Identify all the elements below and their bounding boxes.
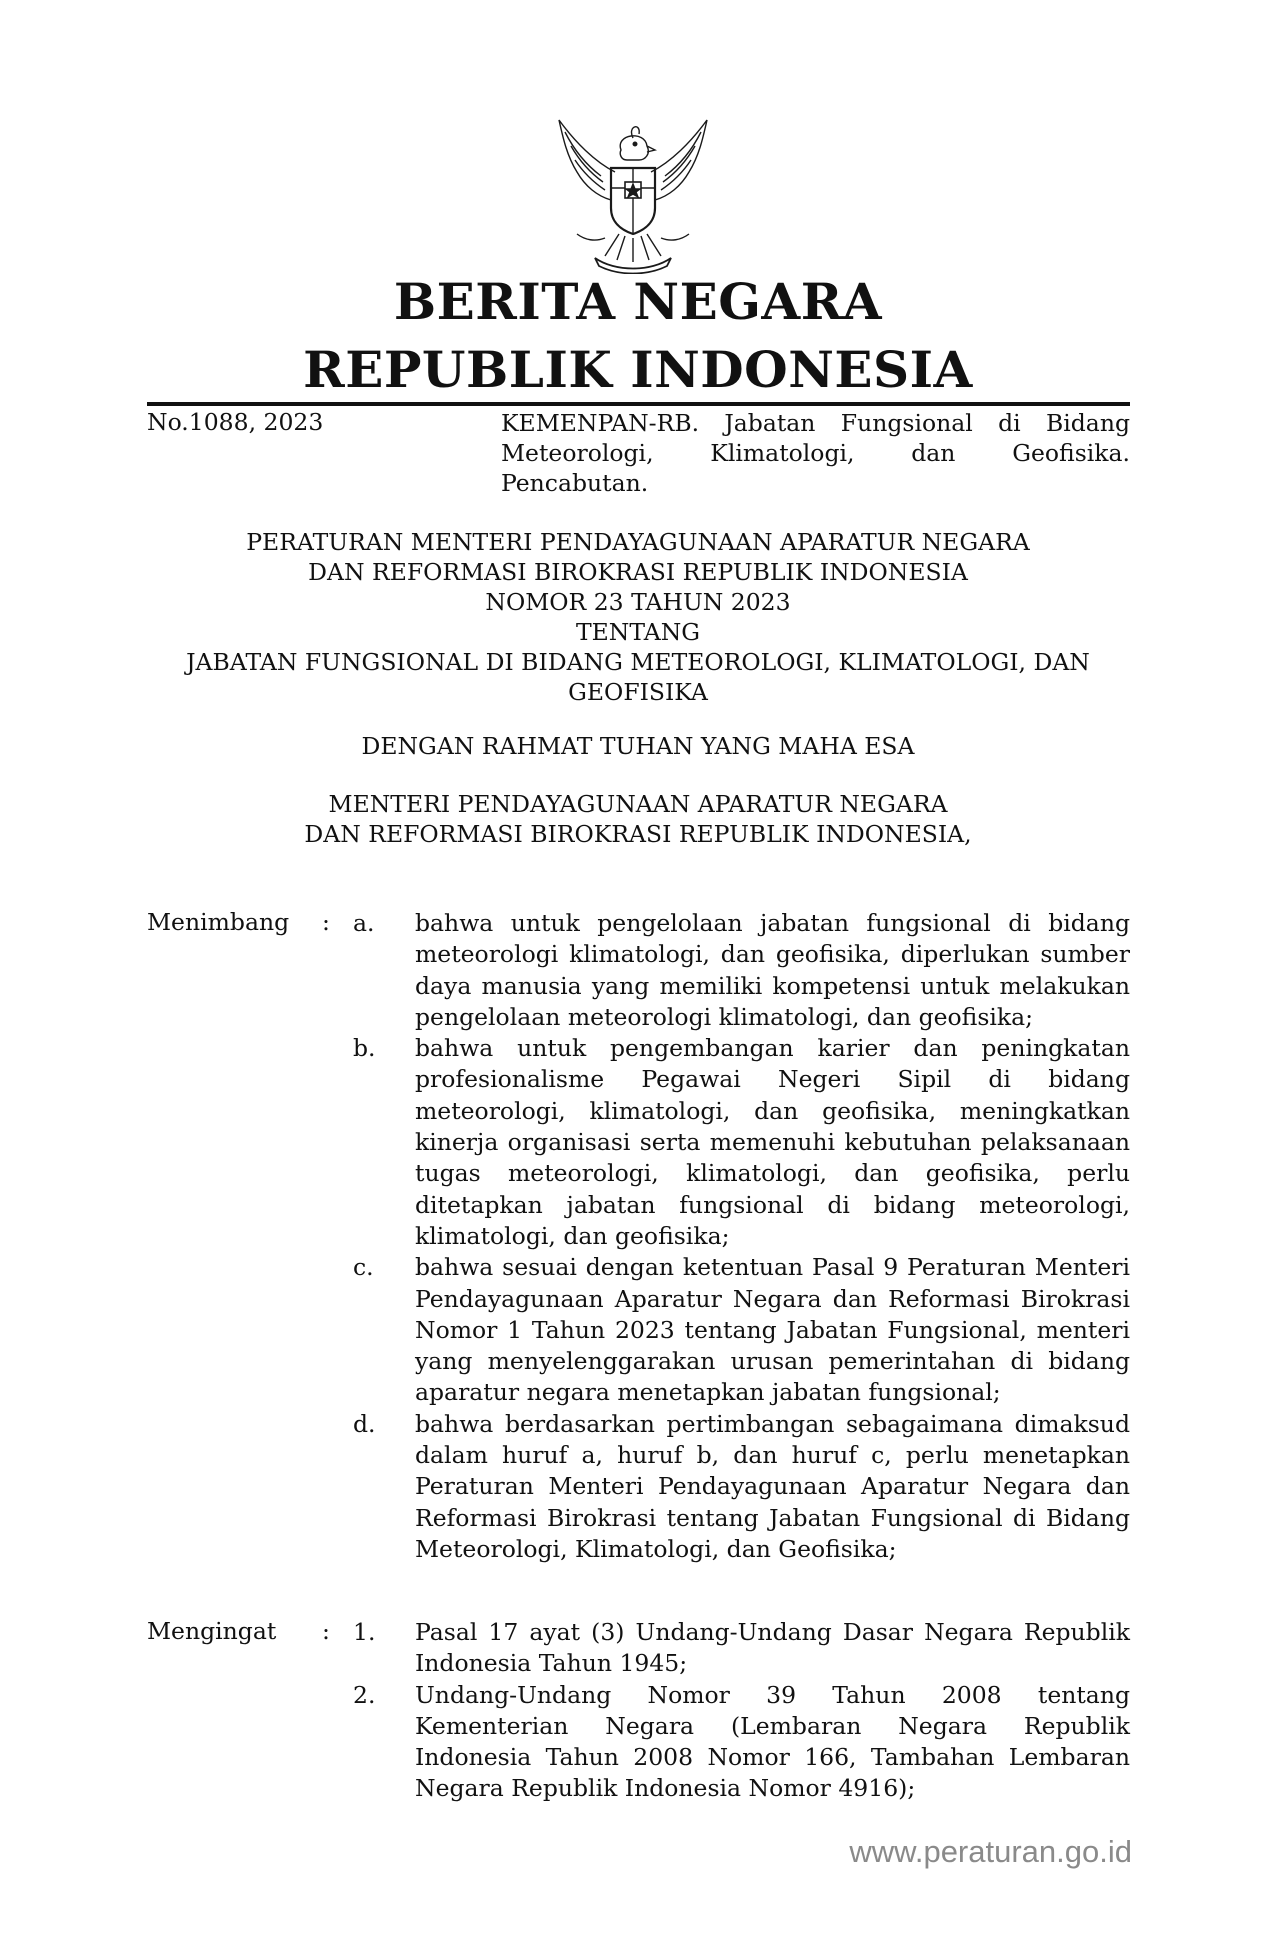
issue-subject: KEMENPAN-RB. Jabatan Fungsional di Bidang Meteorologi, Klimatologi, dan Geofisika. Pencabutan. [501,409,1130,497]
list-item [0,1033,1276,1252]
regulation-title-line: DAN REFORMASI BIROKRASI REPUBLIK INDONESIA [308,558,968,586]
item-text: bahwa sesuai dengan ketentuan Pasal 9 Peraturan Menteri Pendayagunaan Aparatur Negara dan Reformasi Birokrasi Nomor 1 Tahun 2023 tentang Jabatan Fungsional, menteri yang menyelenggarakan urusan pemerintahan di bidang aparatur negara menetapkan jabatan fungsional; [415,1253,1130,1407]
item-marker: b. [353,1034,376,1063]
list-item [0,1409,1276,1565]
section-colon: : [322,1617,330,1645]
issue-number: No.1088, 2023 [147,408,324,436]
item-text: bahwa untuk pengelolaan jabatan fungsional di bidang meteorologi klimatologi, dan geofisika, diperlukan sumber daya manusia yang memiliki kompetensi untuk melakukan pengelolaan meteorologi klimatologi, dan geofisika; [415,909,1130,1031]
list-item [0,1252,1276,1408]
regulation-subject-line: GEOFISIKA [568,678,708,706]
masthead-subtitle: REPUBLIK INDONESIA [303,340,973,399]
item-text: bahwa untuk pengembangan karier dan peningkatan profesionalisme Pegawai Negeri Sipil di bidang meteorologi, klimatologi, dan geofisika, meningkatkan kinerja organisasi serta memenuhi kebutuhan pelaksanaan tugas meteorologi, klimatologi, dan geofisika, perlu ditetapkan jabatan fungsional di bidang meteorologi, klimatologi, dan geofisika; [415,1034,1130,1250]
item-marker: 2. [353,1680,376,1709]
minister-heading-line: MENTERI PENDAYAGUNAAN APARATUR NEGARA [328,790,948,818]
section-label: Mengingat [147,1617,277,1645]
item-text: bahwa berdasarkan pertimbangan sebagaimana dimaksud dalam huruf a, huruf b, dan huruf c, perlu menetapkan Peraturan Menteri Pendayagunaan Aparatur Negara dan Reformasi Birokrasi tentang Jabatan Fungsional di Bidang Meteorologi, Klimatologi, dan Geofisika; [415,1409,1130,1563]
item-marker: a. [353,909,375,937]
regulation-tentang: TENTANG [575,618,701,646]
section-colon: : [322,908,330,936]
regulation-title [0,527,1276,707]
garuda-emblem-icon [555,116,711,274]
item-marker: d. [353,1409,376,1438]
list-item [0,1617,1276,1680]
mengingat-section [0,1617,1276,1805]
regulation-title-line: PERATURAN MENTERI PENDAYAGUNAAN APARATUR NEGARA [246,528,1030,556]
list-item [0,908,1276,1033]
minister-heading-line: DAN REFORMASI BIROKRASI REPUBLIK INDONESIA, [304,820,972,848]
section-label: Menimbang [147,908,290,936]
masthead-divider [147,402,1130,406]
regulation-subject-line: JABATAN FUNGSIONAL DI BIDANG METEOROLOGI, KLIMATOLOGI, DAN [186,648,1090,676]
item-marker: 1. [353,1618,376,1646]
item-marker: c. [353,1253,374,1282]
item-text: Pasal 17 ayat (3) Undang-Undang Dasar Negara Republik Indonesia Tahun 1945; [415,1618,1130,1678]
minister-heading [0,789,1276,849]
regulation-number: NOMOR 23 TAHUN 2023 [485,588,791,616]
invocation: DENGAN RAHMAT TUHAN YANG MAHA ESA [361,732,915,760]
masthead-title: BERITA NEGARA [393,272,883,331]
menimbang-section [0,908,1276,1565]
list-item [0,1680,1276,1805]
source-watermark: www.peraturan.go.id [849,1834,1132,1869]
item-text: Undang-Undang Nomor 39 Tahun 2008 tentang Kementerian Negara (Lembaran Negara Republik Indonesia Tahun 2008 Nomor 166, Tambahan Lembaran Negara Republik Indonesia Nomor 4916); [415,1680,1130,1803]
